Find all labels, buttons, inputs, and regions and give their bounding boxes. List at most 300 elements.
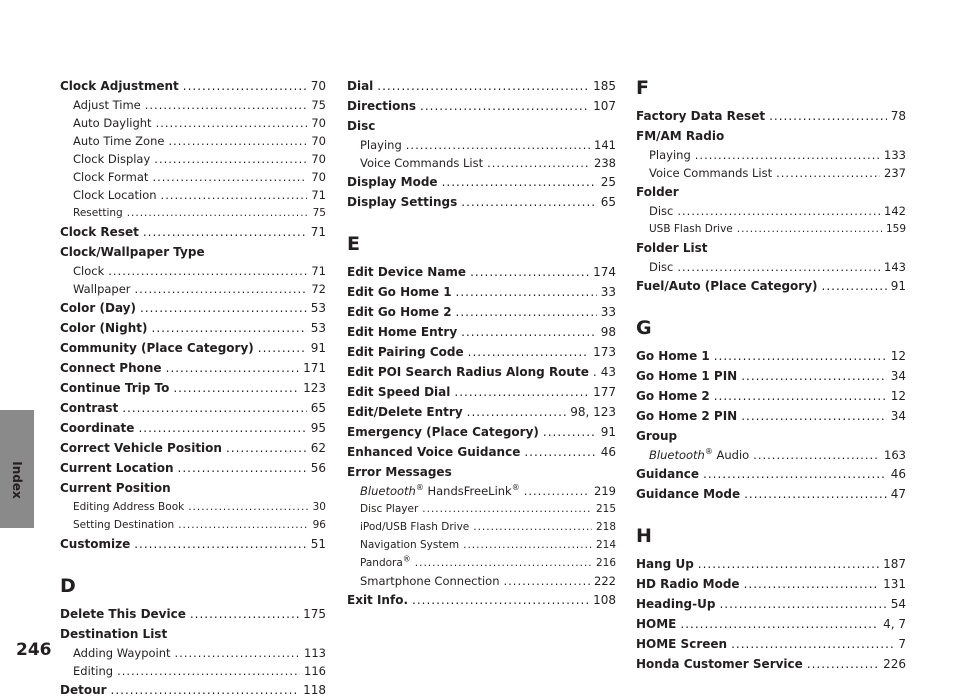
dot-leader [127, 204, 309, 222]
dot-leader [677, 258, 880, 276]
entry-term: Clock/Wallpaper Type [60, 245, 205, 259]
index-subentry[interactable] [347, 154, 616, 172]
index-entry[interactable] [347, 462, 616, 482]
dot-leader [168, 132, 307, 150]
registered-mark-icon: ® [704, 447, 713, 457]
section-letter-h: H [636, 525, 652, 547]
dot-leader [161, 186, 308, 204]
index-entry[interactable] [60, 318, 326, 338]
index-entry[interactable] [636, 238, 906, 258]
entry-page-number[interactable]: 62 [310, 441, 326, 455]
entry-page-number[interactable]: 215 [595, 503, 616, 515]
entry-term: Edit Device Name [347, 265, 467, 279]
index-entry[interactable] [60, 242, 326, 262]
entry-term: Destination List [60, 627, 168, 641]
index-subentry[interactable] [60, 662, 326, 680]
entry-page-number[interactable]: 71 [310, 225, 326, 239]
index-entry[interactable] [636, 554, 906, 574]
entry-page-number[interactable]: 175 [303, 607, 326, 621]
index-entry[interactable] [347, 362, 616, 382]
dot-leader [422, 500, 592, 518]
entry-term: Smartphone Connection [360, 574, 500, 588]
dot-leader [117, 662, 300, 680]
dot-leader [769, 106, 887, 126]
entry-page-number[interactable]: 65 [310, 401, 326, 415]
dot-leader [703, 464, 887, 484]
section-letter-d: D [60, 575, 76, 597]
index-subentry[interactable] [636, 164, 906, 182]
entry-term: Clock Reset [60, 225, 139, 239]
entry-term: Edit Speed Dial [347, 385, 451, 399]
index-entry[interactable] [636, 406, 906, 426]
index-entry[interactable] [60, 358, 326, 378]
index-entry[interactable] [636, 484, 906, 504]
dot-leader [461, 192, 596, 212]
index-entry[interactable] [636, 346, 906, 366]
entry-term: Setting Destination [73, 519, 175, 531]
entry-term: USB Flash Drive [649, 223, 733, 235]
entry-page-number[interactable]: 46 [600, 445, 616, 459]
entry-term: Factory Data Reset [636, 109, 766, 123]
entry-term: Go Home 2 [636, 389, 710, 403]
dot-leader [753, 446, 880, 464]
entry-term: Display Mode [347, 175, 438, 189]
dot-leader [140, 298, 307, 318]
dot-leader [524, 442, 596, 462]
entry-page-number[interactable]: 187 [883, 557, 906, 571]
entry-page-number[interactable]: 107 [593, 99, 616, 113]
entry-page-number[interactable]: 47 [890, 487, 906, 501]
index-entry[interactable] [347, 96, 616, 116]
entry-term: Fuel/Auto (Place Category) [636, 279, 818, 293]
entry-page-number[interactable]: 53 [310, 321, 326, 335]
entry-page-number[interactable]: 34 [890, 369, 906, 383]
entry-page-number[interactable]: 142 [884, 204, 906, 218]
entry-term: Folder [636, 185, 679, 199]
entry-page-number[interactable]: 70 [311, 134, 326, 148]
entry-term: Contrast [60, 401, 119, 415]
entry-term: Group [636, 429, 678, 443]
index-entry[interactable] [60, 222, 326, 242]
entry-page-number[interactable]: 43 [600, 365, 616, 379]
entry-page-number[interactable]: 91 [600, 425, 616, 439]
dot-leader [134, 534, 307, 554]
dot-leader [122, 398, 306, 418]
index-subentry[interactable] [347, 554, 616, 572]
index-entry[interactable] [60, 298, 326, 318]
entry-term: Continue Trip To [60, 381, 170, 395]
entry-page-number[interactable]: 65 [600, 195, 616, 209]
dot-leader [152, 318, 307, 338]
entry-term: Edit/Delete Entry [347, 405, 463, 419]
entry-term: Emergency (Place Category) [347, 425, 539, 439]
entry-term: Current Location [60, 461, 174, 475]
dot-leader [807, 654, 879, 674]
index-entry[interactable] [60, 338, 326, 358]
entry-page-number[interactable]: 219 [594, 484, 616, 498]
entry-term: HOME Screen [636, 637, 728, 651]
entry-page-number[interactable]: 108 [593, 593, 616, 607]
entry-page-number[interactable]: 33 [600, 305, 616, 319]
dot-leader [822, 276, 887, 296]
index-entry[interactable] [636, 594, 906, 614]
entry-term: Directions [347, 99, 417, 113]
entry-term: Disc [649, 204, 674, 218]
index-subentry[interactable] [60, 114, 326, 132]
entry-term: HOME [636, 617, 677, 631]
dot-leader [680, 614, 879, 634]
entry-term: Heading-Up [636, 597, 716, 611]
entry-page-number[interactable]: 216 [595, 557, 616, 569]
entry-term: HD Radio Mode [636, 577, 740, 591]
registered-mark-icon: ® [511, 483, 520, 493]
dot-leader [173, 378, 299, 398]
entry-page-number[interactable]: 98 [600, 325, 616, 339]
index-entry[interactable] [60, 398, 326, 418]
entry-page-number[interactable]: 7 [898, 637, 906, 651]
entry-term: Navigation System [360, 539, 460, 551]
index-entry[interactable] [60, 624, 326, 644]
entry-page-number[interactable]: 46 [890, 467, 906, 481]
dot-leader [108, 262, 307, 280]
index-entry[interactable] [636, 426, 906, 446]
entry-term: Go Home 2 PIN [636, 409, 738, 423]
index-entry[interactable] [347, 192, 616, 212]
entry-page-number[interactable]: 177 [593, 385, 616, 399]
index-entry[interactable] [347, 342, 616, 362]
dot-leader [454, 382, 589, 402]
dot-leader [461, 322, 597, 342]
entry-page-number[interactable]: 238 [594, 156, 616, 170]
entry-page-number[interactable]: 226 [883, 657, 906, 671]
index-subentry[interactable] [60, 644, 326, 662]
index-subentry[interactable] [347, 536, 616, 554]
entry-page-number[interactable]: 113 [304, 646, 326, 660]
entry-term-text: Pandora [360, 557, 403, 569]
index-column-3 [636, 76, 906, 674]
entry-page-number[interactable]: 53 [310, 301, 326, 315]
dot-leader [138, 418, 306, 438]
entry-page-number[interactable]: 174 [593, 265, 616, 279]
index-subentry[interactable] [347, 572, 616, 590]
dot-leader [468, 342, 589, 362]
index-entry[interactable] [60, 438, 326, 458]
dot-leader [741, 406, 887, 426]
dot-leader [111, 680, 300, 700]
index-entry[interactable] [60, 378, 326, 398]
dot-leader [543, 422, 597, 442]
entry-term: Editing [73, 664, 114, 678]
entry-term: Go Home 1 PIN [636, 369, 738, 383]
entry-page-number[interactable]: 173 [593, 345, 616, 359]
dot-leader [145, 96, 308, 114]
index-entry[interactable] [347, 590, 616, 610]
entry-page-number[interactable]: 214 [595, 539, 616, 551]
entry-page-number[interactable]: 159 [885, 223, 906, 235]
dot-leader [183, 76, 307, 96]
entry-page-number[interactable]: 218 [595, 521, 616, 533]
dot-leader [456, 302, 597, 322]
dot-leader [719, 594, 886, 614]
index-entry[interactable] [636, 654, 906, 674]
index-subentry[interactable] [60, 132, 326, 150]
dot-leader [143, 222, 307, 242]
entry-term: FM/AM Radio [636, 129, 725, 143]
entry-page-number[interactable]: 70 [310, 79, 326, 93]
entry-term: Playing [649, 148, 691, 162]
entry-page-number[interactable]: 222 [594, 574, 616, 588]
index-subentry[interactable] [347, 500, 616, 518]
entry-page-number[interactable]: 96 [312, 519, 326, 531]
index-subentry[interactable] [60, 204, 326, 222]
entry-page-number[interactable]: 98, 123 [570, 405, 616, 419]
index-subentry[interactable] [60, 280, 326, 298]
dot-leader [377, 76, 589, 96]
entry-term: Edit POI Search Radius Along Route [347, 365, 589, 379]
registered-mark-icon: ® [402, 554, 411, 564]
index-entry[interactable] [636, 366, 906, 386]
entry-term: Clock Adjustment [60, 79, 179, 93]
entry-page-number[interactable]: 95 [310, 421, 326, 435]
index-entry[interactable] [636, 634, 906, 654]
entry-term: Edit Pairing Code [347, 345, 464, 359]
entry-term: Color (Night) [60, 321, 148, 335]
entry-page-number[interactable]: 75 [311, 98, 326, 112]
dot-leader [175, 644, 301, 662]
dot-leader [470, 262, 589, 282]
entry-term: Editing Address Book [73, 501, 185, 513]
section-letter-g: G [636, 317, 652, 339]
dot-leader [776, 164, 880, 182]
entry-term: Auto Time Zone [73, 134, 165, 148]
index-subentry[interactable] [347, 518, 616, 536]
dot-leader [737, 220, 882, 238]
entry-term-suffix: HandsFreeLink [423, 484, 512, 498]
index-column-2 [347, 76, 616, 610]
entry-page-number[interactable]: 237 [884, 166, 906, 180]
index-subentry[interactable] [347, 482, 616, 500]
dot-leader [258, 338, 307, 358]
index-subentry[interactable] [60, 186, 326, 204]
entry-page-number[interactable]: 91 [890, 279, 906, 293]
entry-page-number[interactable]: 72 [311, 282, 326, 296]
entry-page-number[interactable]: 12 [890, 349, 906, 363]
entry-page-number[interactable]: 12 [890, 389, 906, 403]
entry-page-number[interactable]: 118 [303, 683, 326, 697]
dot-leader [714, 386, 887, 406]
section-letter-f: F [636, 77, 649, 99]
index-entry[interactable] [636, 614, 906, 634]
entry-term: Go Home 1 [636, 349, 710, 363]
entry-term: Exit Info. [347, 593, 408, 607]
entry-term: Clock [73, 264, 105, 278]
dot-leader [188, 498, 308, 516]
entry-term: Current Position [60, 481, 171, 495]
index-subentry[interactable] [636, 202, 906, 220]
index-subentry[interactable] [636, 446, 906, 464]
entry-term: Wallpaper [73, 282, 131, 296]
entry-term: Voice Commands List [649, 166, 773, 180]
entry-term: Coordinate [60, 421, 135, 435]
dot-leader [744, 484, 887, 504]
index-entry[interactable] [347, 262, 616, 282]
index-subentry[interactable] [636, 258, 906, 276]
dot-leader [698, 554, 879, 574]
index-subentry[interactable] [60, 498, 326, 516]
index-entry[interactable] [347, 402, 616, 422]
section-letter-e: E [347, 233, 360, 255]
entry-term: Error Messages [347, 465, 452, 479]
index-entry[interactable] [347, 422, 616, 442]
index-entry[interactable] [347, 116, 616, 136]
entry-term: Edit Go Home 2 [347, 305, 452, 319]
entry-page-number[interactable]: 141 [594, 138, 616, 152]
dot-leader [744, 574, 880, 594]
index-subentry[interactable] [60, 262, 326, 280]
dot-leader [178, 458, 307, 478]
dot-leader [467, 402, 567, 422]
entry-term: Disc Player [360, 503, 419, 515]
entry-page-number[interactable]: 143 [884, 260, 906, 274]
index-entry[interactable] [347, 442, 616, 462]
dot-leader [695, 146, 880, 164]
dot-leader [487, 154, 590, 172]
index-entry[interactable] [60, 418, 326, 438]
index-entry[interactable] [60, 478, 326, 498]
entry-term: Clock Display [73, 152, 151, 166]
entry-page-number[interactable]: 123 [303, 381, 326, 395]
index-entry[interactable] [347, 382, 616, 402]
entry-page-number[interactable]: 116 [304, 664, 326, 678]
dot-leader [741, 366, 887, 386]
entry-term: Clock Location [73, 188, 157, 202]
index-entry[interactable] [347, 302, 616, 322]
index-entry[interactable] [636, 126, 906, 146]
entry-page-number[interactable]: 133 [884, 148, 906, 162]
entry-term: Community (Place Category) [60, 341, 254, 355]
index-entry[interactable] [347, 282, 616, 302]
index-entry[interactable] [60, 534, 326, 554]
index-entry[interactable] [347, 322, 616, 342]
entry-term: Edit Home Entry [347, 325, 458, 339]
entry-term: Auto Daylight [73, 116, 152, 130]
index-entry[interactable] [636, 276, 906, 296]
dot-leader [593, 362, 597, 382]
entry-page-number[interactable]: 33 [600, 285, 616, 299]
dot-leader [156, 114, 308, 132]
entry-term: iPod/USB Flash Drive [360, 521, 470, 533]
entry-term: Adjust Time [73, 98, 141, 112]
entry-term: Color (Day) [60, 301, 136, 315]
dot-leader [135, 280, 308, 298]
index-subentry[interactable] [347, 136, 616, 154]
entry-term: Dial [347, 79, 374, 93]
entry-term: Delete This Device [60, 607, 186, 621]
entry-term: Resetting [73, 207, 123, 219]
entry-term: Clock Format [73, 170, 149, 184]
entry-page-number[interactable]: 70 [311, 170, 326, 184]
entry-page-number[interactable]: 71 [311, 188, 326, 202]
index-subentry[interactable] [60, 168, 326, 186]
entry-term: Honda Customer Service [636, 657, 803, 671]
dot-leader [456, 282, 597, 302]
index-entry[interactable] [347, 172, 616, 192]
dot-leader [442, 172, 597, 192]
entry-page-number[interactable]: 34 [890, 409, 906, 423]
entry-term: Detour [60, 683, 107, 697]
entry-page-number[interactable]: 78 [890, 109, 906, 123]
dot-leader [190, 604, 299, 624]
dot-leader [152, 168, 307, 186]
index-entry[interactable] [636, 574, 906, 594]
entry-page-number[interactable]: 91 [310, 341, 326, 355]
index-entry[interactable] [636, 464, 906, 484]
index-side-label: Index [10, 461, 24, 499]
dot-leader [415, 554, 592, 572]
index-subentry[interactable] [60, 516, 326, 534]
entry-page-number[interactable]: 185 [593, 79, 616, 93]
entry-page-number[interactable]: 163 [884, 448, 906, 462]
entry-term-suffix: Audio [712, 448, 750, 462]
index-entry[interactable] [636, 386, 906, 406]
dot-leader [714, 346, 887, 366]
index-entry[interactable] [60, 604, 326, 624]
page-number: 246 [16, 640, 52, 660]
entry-term [649, 446, 749, 464]
entry-term: Hang Up [636, 557, 694, 571]
entry-page-number[interactable]: 71 [311, 264, 326, 278]
entry-page-number[interactable]: 75 [312, 207, 326, 219]
entry-page-number[interactable]: 4, 7 [883, 617, 906, 631]
dot-leader [731, 634, 894, 654]
dot-leader [226, 438, 307, 458]
index-subentry[interactable] [60, 150, 326, 168]
entry-page-number[interactable]: 25 [600, 175, 616, 189]
dot-leader [524, 482, 590, 500]
entry-page-number[interactable]: 70 [311, 152, 326, 166]
dot-leader [154, 150, 307, 168]
dot-leader [178, 516, 308, 534]
index-entry[interactable] [60, 458, 326, 478]
index-entry[interactable] [60, 680, 326, 700]
index-subentry[interactable] [636, 220, 906, 238]
index-entry[interactable] [60, 76, 326, 96]
entry-page-number[interactable]: 131 [883, 577, 906, 591]
index-subentry[interactable] [60, 96, 326, 114]
dot-leader [166, 358, 300, 378]
entry-term: Connect Phone [60, 361, 162, 375]
entry-term-text: Bluetooth [649, 448, 705, 462]
index-subentry[interactable] [636, 146, 906, 164]
dot-leader [406, 136, 590, 154]
dot-leader [412, 590, 589, 610]
entry-page-number[interactable]: 56 [310, 461, 326, 475]
entry-term-text: Bluetooth [360, 484, 416, 498]
entry-page-number[interactable]: 30 [312, 501, 326, 513]
entry-page-number[interactable]: 54 [890, 597, 906, 611]
entry-term [360, 554, 411, 572]
index-entry[interactable] [636, 106, 906, 126]
index-entry[interactable] [636, 182, 906, 202]
entry-term: Disc [347, 119, 376, 133]
entry-page-number[interactable]: 70 [311, 116, 326, 130]
index-column-1 [60, 76, 326, 700]
entry-page-number[interactable]: 51 [310, 537, 326, 551]
entry-page-number[interactable]: 171 [303, 361, 326, 375]
entry-term: Guidance Mode [636, 487, 741, 501]
dot-leader [677, 202, 880, 220]
index-entry[interactable] [347, 76, 616, 96]
